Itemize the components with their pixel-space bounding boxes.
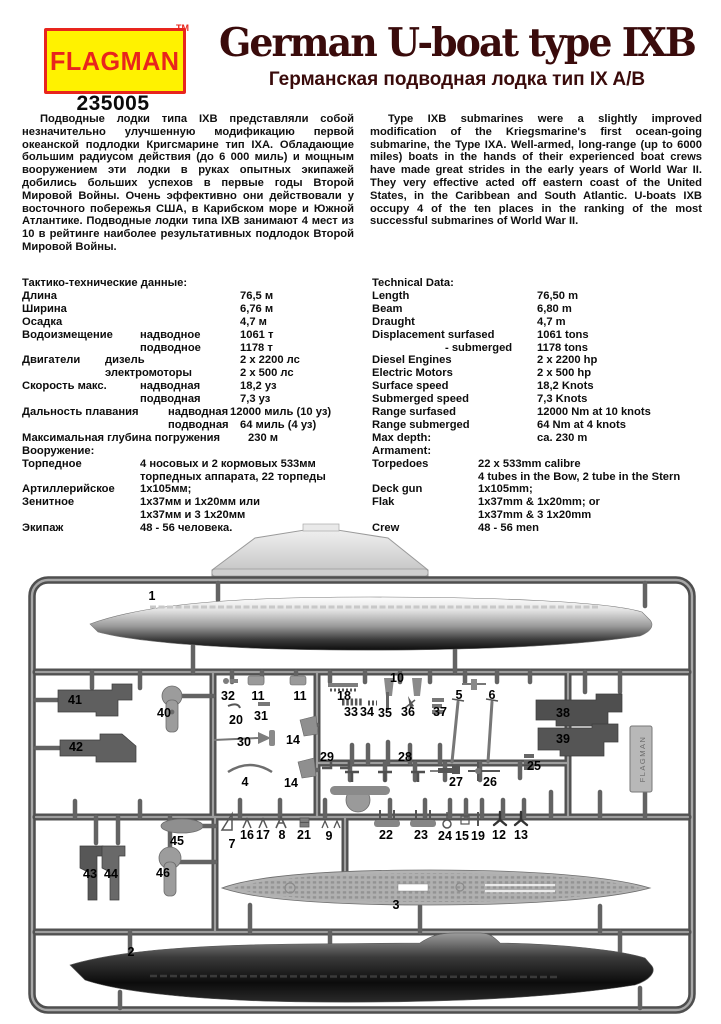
- sprue-brand-plate: [630, 726, 652, 792]
- spec-cell: Armament:: [372, 444, 432, 457]
- spec-cell: Flak: [372, 496, 395, 509]
- sprue-plate-text: FLAGMAN: [638, 735, 647, 783]
- part-number-label: 46: [156, 866, 170, 880]
- part-number-label: 21: [297, 828, 311, 842]
- spec-cell: 230 м: [248, 431, 279, 444]
- part-number-label: 45: [170, 834, 184, 848]
- stand-base-part: [212, 524, 428, 576]
- part-number-label: 1: [148, 589, 156, 603]
- part-number-label: 3: [392, 898, 400, 912]
- spec-cell: 1х37мм и 1х20мм или: [140, 496, 260, 509]
- spec-cell: 2 х 2200 лс: [240, 354, 300, 367]
- spec-cell: надводное: [140, 328, 201, 341]
- part-small-details: [214, 676, 534, 830]
- part-number-label: 36: [401, 705, 415, 719]
- part-number-label: 26: [483, 775, 497, 789]
- part-number-label: 37: [433, 705, 447, 719]
- part-number-label: 23: [414, 828, 428, 842]
- spec-cell: 7,3 уз: [240, 393, 271, 406]
- part-number-label: 5: [455, 688, 463, 702]
- spec-cell: 12000 миль (10 уз): [230, 406, 332, 418]
- part-number-label: 44: [104, 867, 118, 881]
- spec-cell: Тактико-технические данные:: [22, 277, 188, 289]
- intro-paragraph-russian: Подводные лодки типа IXB представляли собой незначительно улучшенную модификацию первой океанской подлодки Кригсмарине тип IXA. Обладающие большим радиусом действия (до 6 000 миль) и мощным вооружением эти лодки в руках опытных экипажей добились больших успехов в первые годы Второй Мировой Войны. Очень эффективно они действовали у восточного побережья США, в Карибском море и Южной Атлантике. Подводные лодки типа IXB занимают 4 мест из 10 в рейтинге наиболее результативных подлодок Второй Мировой Войны.: [22, 113, 354, 253]
- part-number-label: 2: [127, 945, 135, 959]
- part-number-label: 12: [492, 828, 506, 842]
- spec-cell: Surface speed: [372, 380, 449, 393]
- spec-cell: Draught: [372, 315, 415, 328]
- spec-cell: Length: [372, 289, 410, 302]
- part-number-label: 35: [378, 706, 392, 720]
- spec-cell: дизель: [105, 354, 145, 367]
- spec-cell: Вооружение:: [22, 444, 95, 457]
- spec-cell: 4 носовых и 2 кормовых 533мм: [140, 457, 316, 470]
- part-number-label: 18: [337, 689, 351, 703]
- spec-cell: 7,3 Knots: [537, 393, 588, 406]
- part-number-label: 19: [471, 829, 485, 843]
- intro-paragraph-english: Type IXB submarines were a slightly improved modification of the Kriegsmarine's first ocean-going submarine, the Type IXA. Well-armed, long-range (up to 6000 miles) boats in the hands of their experienced boat crews have made great strides in the early years of World War II. They very effective acted off eastern coast of the United States, in the Caribbean and South Atlantic. U-boats IXB occupy 4 of the ten places in the ranking of the most successful submarines of World War II.: [370, 113, 702, 228]
- spec-cell: Electric Motors: [372, 367, 453, 380]
- part-number-label: 22: [379, 828, 393, 842]
- part-number-label: 8: [278, 828, 286, 842]
- part-number-label: 7: [228, 837, 236, 851]
- spec-cell: Torpedoes: [372, 457, 429, 470]
- part-number-label: 10: [390, 671, 404, 685]
- spec-cell: 1х37мм и 3 1х20мм: [140, 509, 246, 522]
- spec-cell: 4 tubes in the Bow, 2 tube in the Stern: [478, 470, 681, 483]
- spec-cell: Range surfased: [372, 406, 456, 418]
- spec-cell: 22 x 533mm calibre: [478, 457, 581, 470]
- part-number-label: 27: [449, 775, 463, 789]
- spec-cell: 18,2 уз: [240, 380, 277, 393]
- part-number-label: 42: [69, 740, 83, 754]
- part-number-label: 30: [237, 735, 251, 749]
- part-number-label: 14: [284, 776, 298, 790]
- spec-cell: 76,5 м: [240, 289, 274, 302]
- spec-cell: торпедных аппарата, 22 торпеды: [140, 470, 326, 483]
- part-deck: [222, 870, 650, 905]
- spec-cell: 1x105mm;: [478, 483, 533, 496]
- part-number-label: 4: [241, 775, 249, 789]
- part-number-label: 32: [221, 689, 235, 703]
- spec-cell: 64 миль (4 уз): [240, 418, 317, 431]
- part-number-label: 40: [157, 706, 171, 720]
- part-number-label: 28: [398, 750, 412, 764]
- part-number-label: 20: [229, 713, 243, 727]
- spec-cell: 1061 tons: [537, 328, 589, 341]
- spec-cell: 18,2 Knots: [537, 380, 594, 393]
- part-number-label: 16: [240, 828, 254, 842]
- spec-cell: Скорость макс.: [22, 380, 107, 393]
- trademark-symbol: TM: [176, 23, 189, 33]
- part-number-label: 34: [360, 705, 374, 719]
- spec-cell: Двигатели: [22, 354, 81, 367]
- page-subtitle: Германская подводная лодка тип IX A/B: [268, 69, 646, 90]
- spec-cell: Экипаж: [22, 522, 64, 535]
- spec-cell: Зенитное: [22, 496, 75, 509]
- spec-cell: 48 - 56 человека.: [140, 522, 233, 535]
- spec-cell: Max depth:: [372, 431, 432, 444]
- spec-cell: 48 - 56 men: [478, 522, 539, 535]
- part-upper-hull: [90, 597, 652, 650]
- part-number-label: 11: [293, 689, 307, 703]
- part-number-label: 33: [344, 705, 358, 719]
- spec-cell: 1178 т: [240, 341, 273, 354]
- spec-cell: Торпедное: [22, 457, 82, 470]
- spec-cell: Длина: [22, 289, 57, 302]
- spec-cell: надводная: [140, 380, 201, 393]
- brand-name: FLAGMAN: [50, 45, 180, 76]
- spec-cell: Deck gun: [372, 483, 423, 496]
- spec-cell: Diesel Engines: [372, 354, 452, 367]
- spec-cell: Ширина: [22, 302, 67, 315]
- spec-cell: 1061 т: [240, 328, 274, 341]
- spec-cell: - submerged: [445, 341, 513, 354]
- part-number-label: 31: [254, 709, 268, 723]
- spec-cell: Максимальная глубина погружения: [22, 431, 221, 444]
- spec-cell: 1178 tons: [537, 341, 588, 354]
- spec-cell: Водоизмещение: [22, 328, 113, 341]
- part-number-label: 43: [83, 867, 97, 881]
- spec-cell: 6,76 м: [240, 302, 274, 315]
- product-code: 235005: [76, 92, 150, 115]
- spec-cell: ca. 230 m: [537, 431, 588, 444]
- spec-cell: 1x37mm & 3 1x20mm: [478, 509, 592, 522]
- spec-cell: 1х105мм;: [140, 483, 192, 496]
- part-number-label: 13: [514, 828, 528, 842]
- spec-cell: 64 Nm at 4 knots: [537, 418, 626, 431]
- spec-cell: электромоторы: [105, 367, 192, 380]
- spec-cell: Артиллерийское: [22, 483, 115, 496]
- part-number-label: 41: [68, 693, 82, 707]
- spec-cell: подводное: [140, 341, 201, 354]
- spec-cell: 76,50 m: [537, 289, 579, 302]
- spec-cell: Осадка: [22, 315, 63, 328]
- spec-cell: Submerged speed: [372, 393, 469, 406]
- spec-cell: Technical Data:: [372, 277, 454, 289]
- spec-cell: Displacement surfased: [372, 328, 495, 341]
- spec-cell: Дальность плавания: [22, 406, 139, 418]
- part-number-label: 25: [527, 759, 541, 773]
- spec-cell: 4,7 m: [537, 315, 566, 328]
- spec-cell: Range submerged: [372, 418, 470, 431]
- spec-cell: 2 x 500 hp: [537, 367, 592, 380]
- part-number-label: 24: [438, 829, 452, 843]
- spec-cell: 2 х 500 лс: [240, 367, 294, 380]
- part-number-label: 15: [455, 829, 469, 843]
- spec-cell: 4,7 м: [240, 315, 267, 328]
- part-number-label: 11: [251, 689, 265, 703]
- spec-cell: подводная: [168, 418, 229, 431]
- spec-cell: подводная: [140, 393, 201, 406]
- spec-cell: 2 x 2200 hp: [537, 354, 598, 367]
- page-title: German U-boat type IXB: [219, 20, 695, 66]
- part-lower-hull: [70, 933, 653, 1002]
- part-number-label: 9: [325, 829, 333, 843]
- spec-cell: 6,80 m: [537, 302, 572, 315]
- spec-cell: Beam: [372, 302, 403, 315]
- part-number-label: 14: [286, 733, 300, 747]
- part-number-label: 6: [488, 688, 496, 702]
- spec-cell: 12000 Nm at 10 knots: [537, 406, 651, 418]
- spec-cell: 1x37mm & 1x20mm; or: [478, 496, 600, 509]
- part-number-label: 29: [320, 750, 334, 764]
- part-number-label: 17: [256, 828, 270, 842]
- spec-cell: надводная: [168, 406, 229, 418]
- part-number-label: 39: [556, 732, 570, 746]
- spec-cell: Crew: [372, 522, 400, 535]
- part-number-label: 38: [556, 706, 570, 720]
